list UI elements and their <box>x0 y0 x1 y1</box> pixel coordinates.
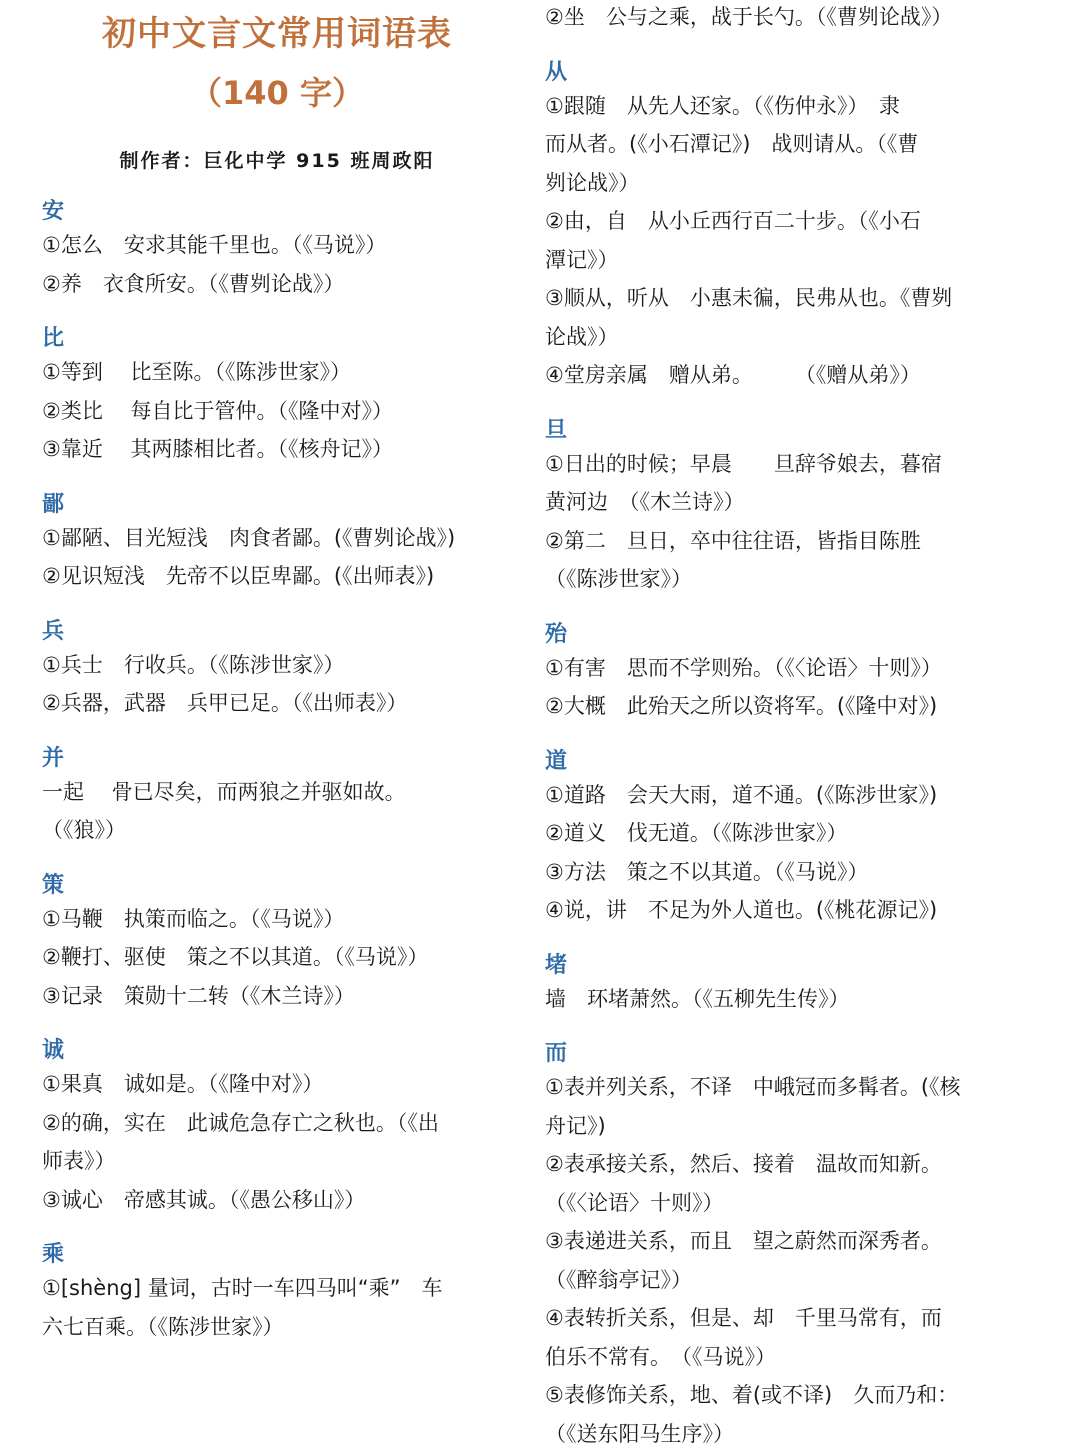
entry-definition-line: 伯乐不常有。 （《马说》） <box>545 1338 1015 1377</box>
entry-definition-line: ②大概 此殆天之所以资将军。(《隆中对》) <box>545 687 1015 726</box>
entry-definition-line: ①鄙陋、目光短浅 肉食者鄙。(《曹刿论战》) <box>42 519 512 558</box>
word-entry <box>545 417 1015 599</box>
entry-definition-line: 墙 环堵萧然。（《五柳先生传》） <box>545 980 1015 1019</box>
entry-definition-line: ①怎么 安求其能千里也。（《马说》） <box>42 226 512 265</box>
entry-definition-line: ①马鞭 执策而临之。（《马说》） <box>42 900 512 939</box>
entry-definition-line: 师表》） <box>42 1142 512 1181</box>
entry-head-character: 安 <box>42 198 512 226</box>
word-entry <box>545 0 1015 37</box>
entry-definition-line: ④说，讲 不足为外人道也。(《桃花源记》) <box>545 891 1015 930</box>
entry-definition-line: 而从者。(《小石潭记》) 战则请从。（《曹 <box>545 125 1015 164</box>
entry-definition-line: （《陈涉世家》） <box>545 560 1015 599</box>
entry-spacer <box>42 596 512 618</box>
left-entry-list <box>42 198 512 1346</box>
entry-head-character: 道 <box>545 748 1015 776</box>
entry-definition-line: ②道义 伐无道。（《陈涉世家》） <box>545 814 1015 853</box>
entry-spacer <box>42 469 512 491</box>
entry-definition-line: ②表承接关系，然后、接着 温故而知新。 <box>545 1145 1015 1184</box>
entry-spacer <box>42 850 512 872</box>
word-entry <box>545 1040 1015 1453</box>
entry-head-character: 旦 <box>545 417 1015 445</box>
entry-head-character: 鄙 <box>42 491 512 519</box>
entry-head-character: 比 <box>42 325 512 353</box>
entry-definition-line: 刿论战》） <box>545 164 1015 203</box>
entry-head-character: 策 <box>42 872 512 900</box>
entry-definition-line: ②由，自 从小丘西行百二十步。（《小石 <box>545 202 1015 241</box>
word-entry <box>42 618 512 723</box>
right-entry-list <box>545 0 1015 1453</box>
entry-spacer <box>545 37 1015 59</box>
entry-head-character: 兵 <box>42 618 512 646</box>
entry-definition-line: 六七百乘。（《陈涉世家》） <box>42 1308 512 1347</box>
entry-head-character: 从 <box>545 59 1015 87</box>
entry-spacer <box>545 395 1015 417</box>
entry-definition-line: ①等到 比至陈。（《陈涉世家》） <box>42 353 512 392</box>
entry-definition-line: ②类比 每自比于管仲。（《隆中对》） <box>42 392 512 431</box>
entry-spacer <box>545 599 1015 621</box>
entry-spacer <box>545 726 1015 748</box>
entry-definition-line: 一起 骨已尽矣，而两狼之并驱如故。 <box>42 773 512 812</box>
entry-definition-line: ③顺从，听从 小惠未徧，民弗从也。《曹刿 <box>545 279 1015 318</box>
entry-spacer <box>545 1018 1015 1040</box>
entry-definition-line: （《〈论语〉十则》） <box>545 1184 1015 1223</box>
entry-definition-line: ③靠近 其两膝相比者。（《核舟记》） <box>42 430 512 469</box>
word-entry <box>545 59 1015 395</box>
word-entry <box>42 1241 512 1346</box>
entry-definition-line: ④堂房亲属 赠从弟。 （《赠从弟》） <box>545 356 1015 395</box>
word-entry <box>545 952 1015 1019</box>
entry-definition-line: ①跟随 从先人还家。（《伤仲永》） 隶 <box>545 87 1015 126</box>
entry-spacer <box>42 1015 512 1037</box>
word-entry <box>42 745 512 850</box>
entry-definition-line: ③诚心 帝感其诚。（《愚公移山》） <box>42 1181 512 1220</box>
entry-definition-line: ①兵士 行收兵。（《陈涉世家》） <box>42 646 512 685</box>
right-column <box>545 0 1015 1453</box>
entry-definition-line: 论战》） <box>545 318 1015 357</box>
entry-definition-line: ②第二 旦日，卒中往往语，皆指目陈胜 <box>545 522 1015 561</box>
left-column <box>42 0 512 1346</box>
author-line: 制作者：巨化中学 915 班周政阳 <box>42 146 512 176</box>
page-title: 初中文言文常用词语表 <box>42 12 512 56</box>
entry-definition-line: ②坐 公与之乘，战于长勺。（《曹刿论战》） <box>545 0 1015 37</box>
entry-definition-line: ②的确，实在 此诚危急存亡之秋也。（《出 <box>42 1104 512 1143</box>
word-entry <box>42 872 512 1016</box>
entry-head-character: 乘 <box>42 1241 512 1269</box>
entry-definition-line: ②见识短浅 先帝不以臣卑鄙。(《出师表》) <box>42 557 512 596</box>
entry-definition-line: ④表转折关系，但是、却 千里马常有，而 <box>545 1299 1015 1338</box>
word-entry <box>545 621 1015 726</box>
entry-definition-line: ①果真 诚如是。（《隆中对》） <box>42 1065 512 1104</box>
entry-spacer <box>42 1219 512 1241</box>
page-subtitle: （140 字） <box>42 68 512 118</box>
entry-definition-line: ③方法 策之不以其道。（《马说》） <box>545 853 1015 892</box>
entry-head-character: 殆 <box>545 621 1015 649</box>
entry-spacer <box>42 303 512 325</box>
entry-definition-line: ⑤表修饰关系，地、着(或不译) 久而乃和： <box>545 1376 1015 1415</box>
word-entry <box>42 198 512 303</box>
entry-definition-line: ③表递进关系，而且 望之蔚然而深秀者。 <box>545 1222 1015 1261</box>
entry-definition-line: ①日出的时候；早晨 旦辞爷娘去，暮宿 <box>545 445 1015 484</box>
entry-head-character: 而 <box>545 1040 1015 1068</box>
entry-definition-line: 舟记》) <box>545 1107 1015 1146</box>
entry-head-character: 并 <box>42 745 512 773</box>
entry-definition-line: ①表并列关系，不译 中峨冠而多髯者。(《核 <box>545 1068 1015 1107</box>
entry-definition-line: （《醉翁亭记》） <box>545 1261 1015 1300</box>
entry-definition-line: ①道路 会天大雨，道不通。(《陈涉世家》) <box>545 776 1015 815</box>
entry-definition-line: ①有害 思而不学则殆。（《〈论语〉十则》） <box>545 649 1015 688</box>
entry-spacer <box>545 930 1015 952</box>
entry-definition-line: （《狼》） <box>42 811 512 850</box>
entry-definition-line: ①[shèng] 量词，古时一车四马叫“乘” 车 <box>42 1269 512 1308</box>
word-entry <box>42 1037 512 1219</box>
entry-definition-line: 黄河边 （《木兰诗》） <box>545 483 1015 522</box>
word-entry <box>545 748 1015 930</box>
entry-definition-line: （《送东阳马生序》） <box>545 1415 1015 1453</box>
word-entry <box>42 325 512 469</box>
entry-definition-line: ②养 衣食所安。（《曹刿论战》） <box>42 265 512 304</box>
entry-definition-line: ③记录 策勋十二转（《木兰诗》） <box>42 977 512 1016</box>
entry-definition-line: ②鞭打、驱使 策之不以其道。（《马说》） <box>42 938 512 977</box>
entry-definition-line: ②兵器，武器 兵甲已足。（《出师表》） <box>42 684 512 723</box>
entry-head-character: 堵 <box>545 952 1015 980</box>
word-entry <box>42 491 512 596</box>
entry-definition-line: 潭记》） <box>545 241 1015 280</box>
entry-head-character: 诚 <box>42 1037 512 1065</box>
entry-spacer <box>42 723 512 745</box>
